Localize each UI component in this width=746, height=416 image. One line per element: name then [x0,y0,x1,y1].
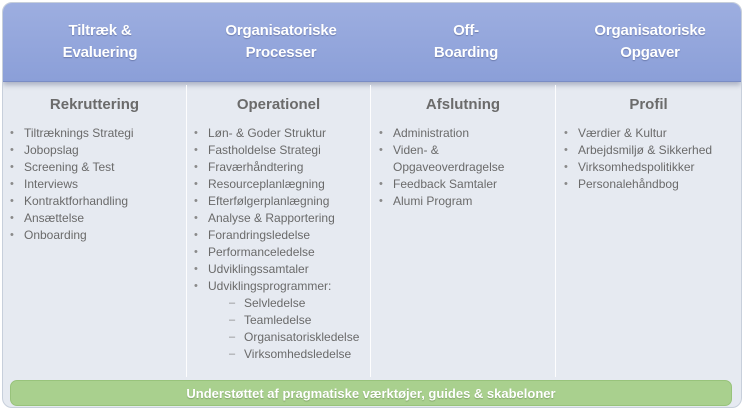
operational-list [194,125,359,363]
list-item: • Efterfølgerplanlægning [194,193,359,210]
list-item: • Værdier & Kultur [564,125,712,142]
list-item: • Jobopslag [10,142,134,159]
sub-list-item: – Organisatoriskledelse [194,329,359,346]
header-line: Organisatoriske [594,22,706,39]
header-tasks [557,20,742,64]
column-divider [555,85,556,377]
list-item: • Udviklingssamtaler [194,261,359,278]
column-divider [186,85,187,377]
list-item: • Løn- & Goder Struktur [194,125,359,142]
header-offboarding [373,20,559,64]
list-item: • Interviews [10,176,134,193]
list-item: • Kontraktforhandling [10,193,134,210]
list-item: • Onboarding [10,227,134,244]
header-line: Boarding [433,44,499,61]
footer-banner: Understøttet af pragmatiske værktøjer, guides & skabeloner [10,380,732,406]
column-title-termination: Afslutning [425,96,501,113]
termination-list [379,125,504,210]
list-item: • Performanceledelse [194,244,359,261]
list-item: • Udviklingsprogrammer: [194,278,359,295]
header-band [3,3,741,82]
list-item: • Resourceplanlægning [194,176,359,193]
list-item: • Analyse & Rapportering [194,210,359,227]
list-item: • Alumi Program [379,193,504,210]
list-item: • Virksomhedspolitikker [564,159,712,176]
header-line: Off- [453,22,479,39]
list-item: • Forandringsledelse [194,227,359,244]
list-item: • Tiltræknings Strategi [10,125,134,142]
header-line: Tiltræk & [68,22,132,39]
list-item: • Screening & Test [10,159,134,176]
list-item: • Arbejdsmiljø & Sikkerhed [564,142,712,159]
recruitment-list [10,125,134,244]
header-line: Evaluering [62,44,138,61]
header-recruitment [7,20,193,64]
header-processes [188,20,374,64]
list-item: • Fastholdelse Strategi [194,142,359,159]
profile-list [564,125,712,193]
hr-overview-panel [2,2,742,408]
sub-list-item: – Teamledelse [194,312,359,329]
column-divider [370,85,371,377]
header-line: Processer [245,44,317,61]
list-item: • Feedback Samtaler [379,176,504,193]
sub-list-item: – Virksomhedsledelse [194,346,359,363]
list-item: • Personalehåndbog [564,176,712,193]
list-item: • Fraværhåndtering [194,159,359,176]
column-title-profile: Profil [629,96,668,113]
header-line: Opgaver [620,44,680,61]
header-line: Organisatoriske [225,22,337,39]
list-item: • Ansættelse [10,210,134,227]
sub-list-item: – Selvledelse [194,295,359,312]
column-title-recruitment: Rekruttering [49,96,140,113]
column-title-operational: Operationel [236,96,321,113]
list-item: • Viden- & [379,142,504,159]
list-item: • Administration [379,125,504,142]
list-item-continuation: Opgaveoverdragelse [393,160,505,174]
